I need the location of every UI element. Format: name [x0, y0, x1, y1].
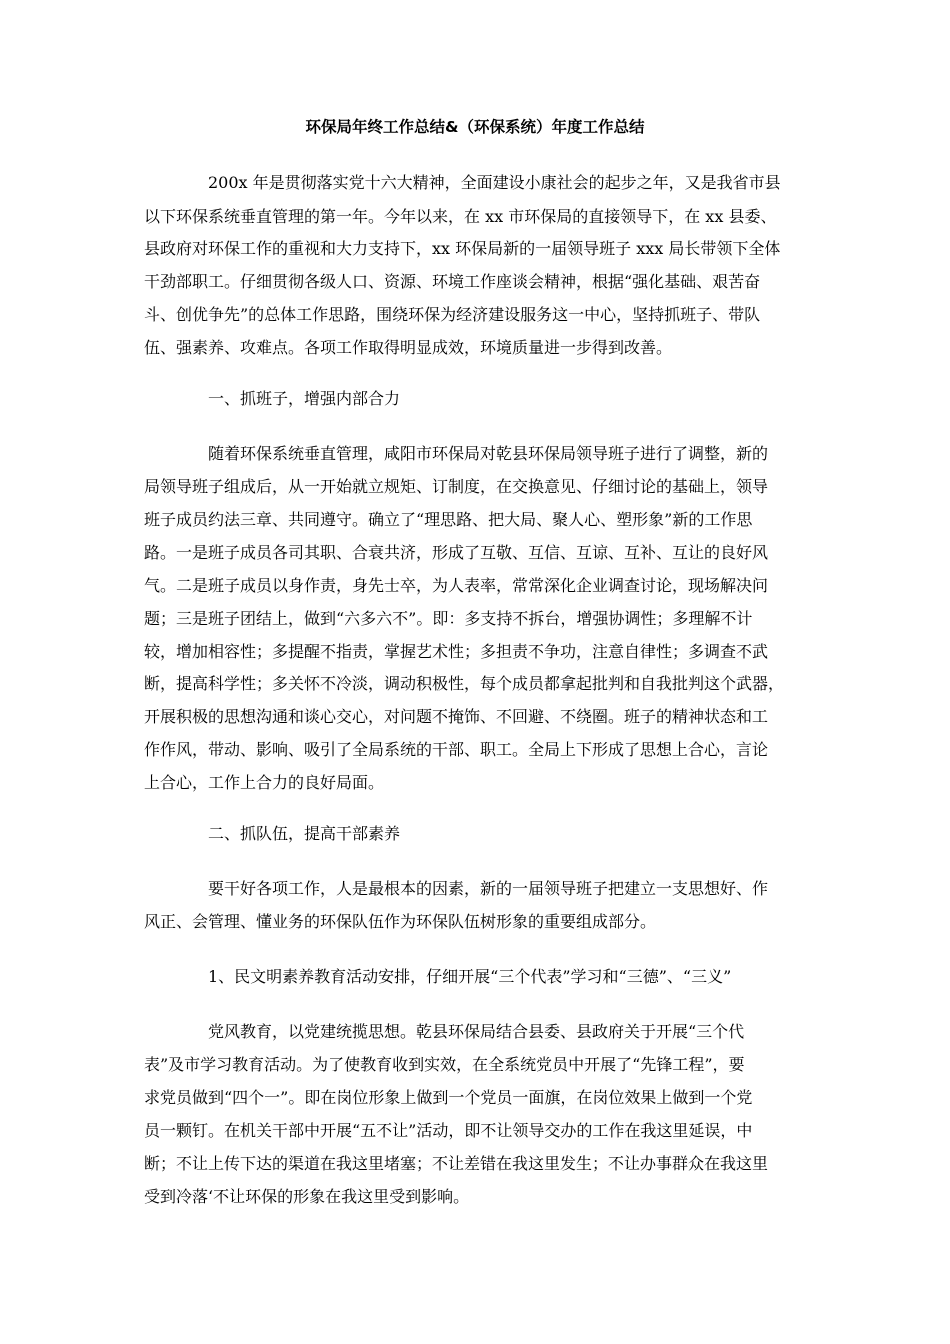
body-line: 表”及市学习教育活动。为了使教育收到实效，在全系统党员中开展了“先锋工程”，要 — [144, 1055, 745, 1074]
body-line: 气。二是班子成员以身作责，身先士卒，为人表率，常常深化企业调查讨论，现场解决问 — [144, 576, 769, 595]
body-line: 上合心，工作上合力的良好局面。 — [144, 773, 385, 792]
body-line: 党风教育，以党建统揽思想。乾县环保局结合县委、县政府关于开展“三个代 — [208, 1022, 745, 1041]
section-heading: 二、抓队伍，提高干部素养 — [208, 824, 401, 843]
section-heading: 一、抓班子，增强内部合力 — [208, 389, 401, 408]
body-line: 要干好各项工作，人是最根本的因素，新的一届领导班子把建立一支思想好、作 — [208, 879, 769, 898]
body-line: 路。一是班子成员各司其职、合衰共济，形成了互敬、互信、互谅、互补、互让的良好风 — [144, 543, 769, 562]
body-line: 200x 年是贯彻落实党十六大精神，全面建设小康社会的起步之年，又是我省市县 — [208, 173, 781, 192]
body-line: 县政府对环保工作的重视和大力支持下，xx 环保局新的一届领导班子 xxx 局长带领下全体 — [144, 239, 781, 258]
subsection-line: 1、民文明素养教育活动安排，仔细开展“三个代表”学习和“三德”、“三义” — [208, 967, 732, 986]
body-line: 较，增加相容性；多提醒不指责，掌握艺术性；多担责不争功，注意自律性；多调查不武 — [144, 642, 769, 661]
body-line: 干劲部职工。仔细贯彻各级人口、资源、环境工作座谈会精神，根据“强化基础、艰苦奋 — [144, 272, 761, 291]
body-line: 题；三是班子团结上，做到“六多六不”。即：多支持不拆台，增强协调性；多理解不计 — [144, 609, 753, 628]
body-line: 班子成员约法三章、共同遵守。确立了“理思路、把大局、聚人心、塑形象”新的工作思 — [144, 510, 753, 529]
body-line: 断；不让上传下达的渠道在我这里堵塞；不让差错在我这里发生；不让办事群众在我这里 — [144, 1154, 769, 1173]
body-line: 受到冷落‘不让环保的形象在我这里受到影响。 — [144, 1187, 470, 1206]
body-line: 局领导班子组成后，从一开始就立规矩、订制度，在交换意见、仔细讨论的基础上，领导 — [144, 477, 769, 496]
body-line: 风正、会管理、懂业务的环保队伍作为环保队伍树形象的重要组成部分。 — [144, 912, 657, 931]
body-line: 随着环保系统垂直管理，咸阳市环保局对乾县环保局领导班子进行了调整，新的 — [208, 444, 769, 463]
body-line: 作作风，带动、影响、吸引了全局系统的干部、职工。全局上下形成了思想上合心，言论 — [144, 740, 769, 759]
body-line: 员一颗钉。在机关干部中开展“五不让”活动，即不让领导交办的工作在我这里延误，中 — [144, 1121, 753, 1140]
body-line: 求党员做到“四个一”。即在岗位形象上做到一个党员一面旗，在岗位效果上做到一个党 — [144, 1088, 753, 1107]
body-line: 斗、创优争先”的总体工作思路，围绕环保为经济建设服务这一中心，坚持抓班子、带队 — [144, 305, 761, 324]
body-line: 断，提高科学性；多关怀不冷淡，调动积极性，每个成员都拿起批判和自我批判这个武器， — [144, 674, 785, 693]
body-line: 伍、强素养、攻难点。各项工作取得明显成效，环境质量进一步得到改善。 — [144, 338, 673, 357]
document-title: 环保局年终工作总结&（环保系统）年度工作总结 — [305, 118, 645, 136]
body-line: 以下环保系统垂直管理的第一年。今年以来，在 xx 市环保局的直接领导下，在 xx 县委、 — [144, 207, 777, 226]
body-line: 开展积极的思想沟通和谈心交心，对问题不掩饰、不回避、不绕圈。班子的精神状态和工 — [144, 707, 769, 726]
